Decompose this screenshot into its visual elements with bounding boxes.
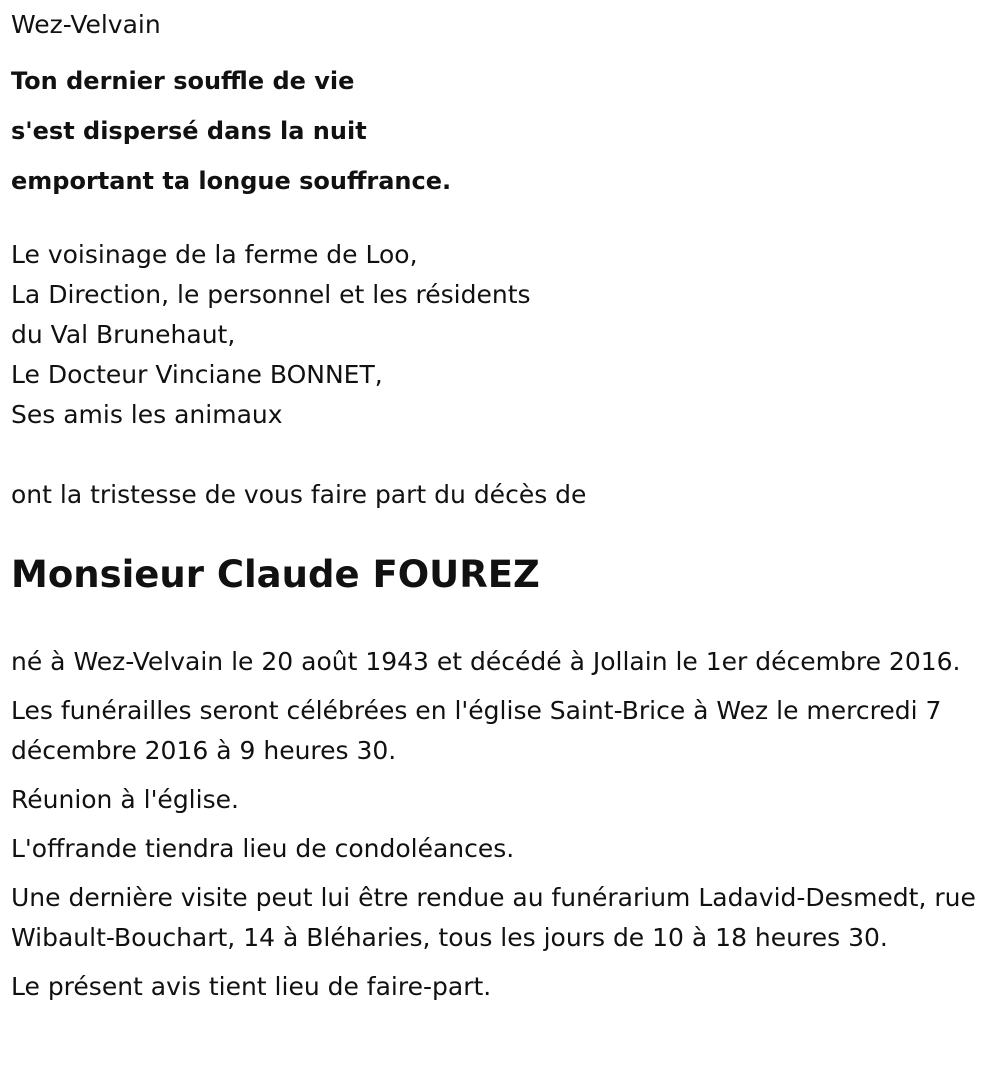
notice-paragraph: Le présent avis tient lieu de faire-part. <box>11 972 492 1001</box>
birth-death-paragraph: né à Wez-Velvain le 20 août 1943 et décédé à Jollain le 1er décembre 2016. <box>11 647 961 676</box>
poem-line: Ton dernier souffle de vie <box>11 67 355 95</box>
sender-line: Le voisinage de la ferme de Loo, <box>11 240 418 269</box>
senders-block <box>11 235 531 435</box>
sender-line: La Direction, le personnel et les résidents <box>11 280 531 309</box>
visit-paragraph: Une dernière visite peut lui être rendue au funérarium Ladavid-Desmedt, rue Wibault-Bouchart, 14 à Bléharies, tous les jours de 10 à 18 heures 30. <box>11 883 976 952</box>
offering-paragraph: L'offrande tiendra lieu de condoléances. <box>11 834 515 863</box>
location-heading: Wez-Velvain <box>11 10 161 39</box>
details-block <box>11 642 996 1016</box>
announcement-text: ont la tristesse de vous faire part du décès de <box>11 480 587 509</box>
poem-line: emportant ta longue souffrance. <box>11 167 452 195</box>
sender-line: Ses amis les animaux <box>11 400 283 429</box>
funeral-paragraph: Les funérailles seront célébrées en l'église Saint-Brice à Wez le mercredi 7 décembre 2016 à 9 heures 30. <box>11 696 942 765</box>
deceased-name: Monsieur Claude FOUREZ <box>11 553 540 596</box>
poem-block <box>11 56 451 206</box>
poem-line: s'est dispersé dans la nuit <box>11 117 367 145</box>
sender-line: Le Docteur Vinciane BONNET, <box>11 360 383 389</box>
meeting-paragraph: Réunion à l'église. <box>11 785 239 814</box>
sender-line: du Val Brunehaut, <box>11 320 236 349</box>
